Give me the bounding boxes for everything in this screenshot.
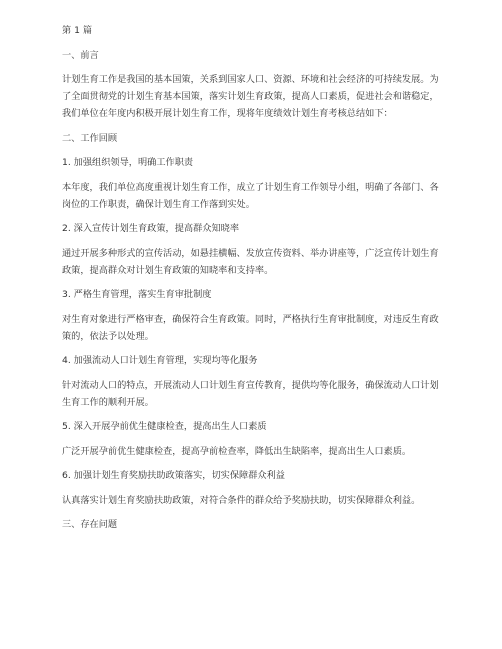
item-heading: 4. 加强流动人口计划生育管理，实现均等化服务 xyxy=(62,355,258,366)
intro-paragraph: 计划生育工作是我国的基本国策，关系到国家人口、资源、环境和社会经济的可持续发展。为了全面贯彻党的计划生育基本国策，落实计划生育政策，提高人口素质，促进社会和谐稳定，我们单位在年度内积极开展计划生育工作，现将年度绩效计划生育考核总结如下： xyxy=(62,74,439,119)
item-paragraph: 广泛开展孕前优生健康检查，提高孕前检查率，降低出生缺陷率，提高出生人口素质。 xyxy=(62,445,412,457)
section-heading-intro: 一、前言 xyxy=(62,49,99,61)
section-heading-problems: 三、存在问题 xyxy=(62,519,118,530)
item-paragraph: 本年度，我们单位高度重视计划生育工作，成立了计划生育工作领导小组，明确了各部门、各岗位的工作职责，确保计划生育工作落到实处。 xyxy=(62,181,439,210)
item-paragraph: 认真落实计划生育奖励扶助政策，对符合条件的群众给予奖励扶助，切实保障群众利益。 xyxy=(62,494,421,506)
item-heading: 1. 加强组织领导，明确工作职责 xyxy=(62,157,194,168)
chapter-title: 第 1 篇 xyxy=(62,25,93,36)
item-heading: 3. 严格生育管理，落实生育审批制度 xyxy=(62,289,212,300)
item-paragraph: 针对流动人口的特点，开展流动人口计划生育宣传教育，提供均等化服务，确保流动人口计划生育工作的顺利开展。 xyxy=(62,379,439,408)
section-heading-review: 二、工作回顾 xyxy=(62,132,118,144)
item-paragraph: 通过开展多种形式的宣传活动，如悬挂横幅、发放宣传资料、举办讲座等，广泛宣传计划生育政策，提高群众对计划生育政策的知晓率和支持率。 xyxy=(62,247,439,276)
item-heading: 2. 深入宣传计划生育政策，提高群众知晓率 xyxy=(62,223,240,234)
item-heading: 5. 深入开展孕前优生健康检查，提高出生人口素质 xyxy=(62,421,267,432)
document-body xyxy=(62,22,442,541)
item-heading: 6. 加强计划生育奖励扶助政策落实，切实保障群众利益 xyxy=(62,470,285,481)
item-paragraph: 对生育对象进行严格审查，确保符合生育政策。同时，严格执行生育审批制度，对违反生育政策的，依法予以处理。 xyxy=(62,313,439,342)
